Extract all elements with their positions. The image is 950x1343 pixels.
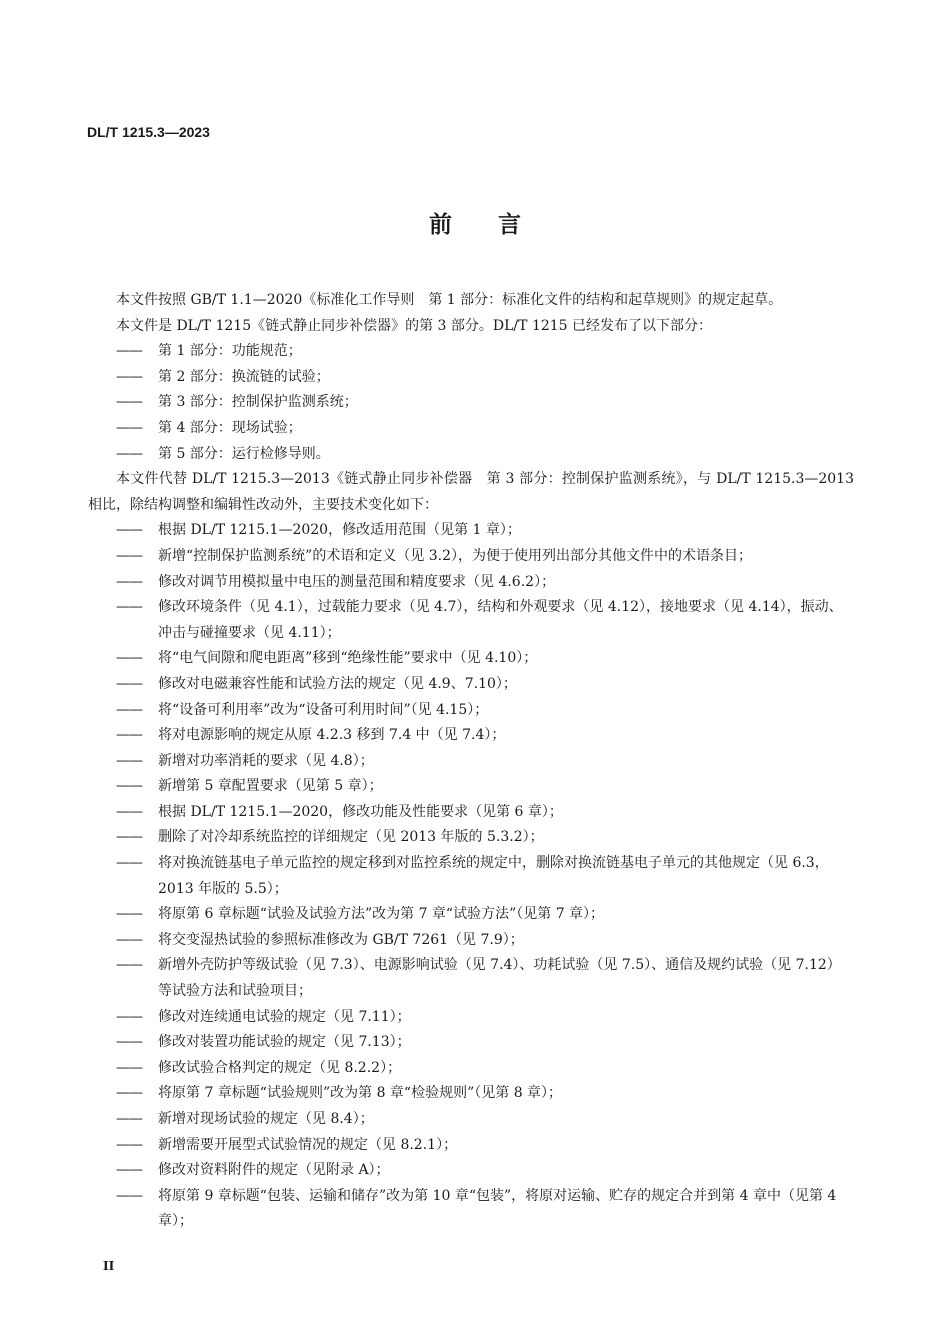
list-item: —— 修改对装置功能试验的规定（见 7.13）； bbox=[116, 1030, 854, 1056]
document-code: DL/T 1215.3—2023 bbox=[87, 124, 210, 140]
page-number: II bbox=[103, 1259, 115, 1273]
list-dash: —— bbox=[116, 599, 142, 616]
list-item: —— 第 1 部分：功能规范； bbox=[116, 339, 854, 365]
list-item: —— 根据 DL/T 1215.1—2020，修改功能及性能要求（见第 6 章）； bbox=[116, 800, 854, 826]
paragraph-drafting-rules: 本文件按照 GB/T 1.1—2020《标准化工作导则 第 1 部分：标准化文件的结构和起草规则》的规定起草。 bbox=[116, 292, 783, 308]
list-item: —— 将对换流链基电子单元监控的规定移到对监控系统的规定中，删除对换流链基电子单元的其他规定（见 6.3，2013 年版的 5.5）； bbox=[116, 851, 854, 902]
list-item: —— 新增需要开展型式试验情况的规定（见 8.2.1）； bbox=[116, 1133, 854, 1159]
list-item: —— 修改对电磁兼容性能和试验方法的规定（见 4.9、7.10）； bbox=[116, 672, 854, 698]
list-dash: —— bbox=[116, 931, 142, 948]
list-dash: —— bbox=[116, 1085, 142, 1102]
list-dash: —— bbox=[116, 1136, 142, 1153]
list-item: —— 将“设备可利用率”改为“设备可利用时间”（见 4.15）； bbox=[116, 698, 854, 724]
list-dash: —— bbox=[116, 1059, 142, 1076]
list-dash: —— bbox=[116, 522, 142, 539]
list-dash: —— bbox=[116, 1162, 142, 1179]
list-item: —— 第 3 部分：控制保护监测系统； bbox=[116, 390, 854, 416]
list-dash: —— bbox=[116, 701, 142, 718]
list-dash: —— bbox=[116, 650, 142, 667]
list-item: —— 第 2 部分：换流链的试验； bbox=[116, 365, 854, 391]
list-item: —— 将“电气间隙和爬电距离”移到“绝缘性能”要求中（见 4.10）； bbox=[116, 646, 854, 672]
list-item: —— 将对电源影响的规定从原 4.2.3 移到 7.4 中（见 7.4）； bbox=[116, 723, 854, 749]
list-item: —— 修改对资料附件的规定（见附录 A）； bbox=[116, 1158, 854, 1184]
list-dash: —— bbox=[116, 752, 142, 769]
list-dash: —— bbox=[116, 957, 142, 974]
list-item: —— 新增对现场试验的规定（见 8.4）； bbox=[116, 1107, 854, 1133]
list-dash: —— bbox=[116, 803, 142, 820]
list-dash: —— bbox=[116, 1187, 142, 1204]
list-dash: —— bbox=[116, 1034, 142, 1051]
list-dash: —— bbox=[116, 573, 142, 590]
list-item: —— 新增第 5 章配置要求（见第 5 章）； bbox=[116, 774, 854, 800]
list-item: —— 将原第 6 章标题“试验及试验方法”改为第 7 章“试验方法”（见第 7 章）； bbox=[116, 902, 854, 928]
list-item: —— 删除了对冷却系统监控的详细规定（见 2013 年版的 5.3.2）； bbox=[116, 825, 854, 851]
list-item: —— 将原第 9 章标题“包装、运输和储存”改为第 10 章“包装”，将原对运输、贮存的规定合并到第 4 章中（见第 4 章）； bbox=[116, 1184, 854, 1235]
list-dash: —— bbox=[116, 547, 142, 564]
list-dash: —— bbox=[116, 855, 142, 872]
paragraph-parts-intro: 本文件是 DL/T 1215《链式静止同步补偿器》的第 3 部分。DL/T 1215 已经发布了以下部分： bbox=[116, 317, 713, 334]
list-dash: —— bbox=[116, 778, 142, 795]
list-item: —— 新增外壳防护等级试验（见 7.3）、电源影响试验（见 7.4）、功耗试验（见 7.5）、通信及规约试验（见 7.12）等试验方法和试验项目； bbox=[116, 953, 854, 1004]
list-dash: —— bbox=[116, 394, 142, 411]
list-item: —— 修改对调节用模拟量中电压的测量范围和精度要求（见 4.6.2）； bbox=[116, 570, 854, 596]
list-dash: —— bbox=[116, 419, 142, 436]
list-item: —— 修改环境条件（见 4.1），过载能力要求（见 4.7），结构和外观要求（见 4.12），接地要求（见 4.14），振动、冲击与碰撞要求（见 4.11）； bbox=[116, 595, 854, 646]
page-title: 前言 bbox=[429, 212, 567, 238]
paragraph-replacement: 本文件代替 DL/T 1215.3—2013《链式静止同步补偿器 第 3 部分：控制保护监测系统》，与 DL/T 1215.3—2013 相比，除结构调整和编辑性改动外，主要技术变化如下： bbox=[88, 471, 854, 513]
list-item: —— 将交变湿热试验的参照标准修改为 GB/T 7261（见 7.9）； bbox=[116, 928, 854, 954]
list-item: —— 修改对连续通电试验的规定（见 7.11）； bbox=[116, 1005, 854, 1031]
list-dash: —— bbox=[116, 343, 142, 360]
list-dash: —— bbox=[116, 445, 142, 462]
list-item: —— 将原第 7 章标题“试验规则”改为第 8 章“检验规则”（见第 8 章）； bbox=[116, 1081, 854, 1107]
list-dash: —— bbox=[116, 1111, 142, 1127]
parts-list bbox=[88, 339, 854, 467]
list-dash: —— bbox=[116, 675, 142, 692]
list-item: —— 修改试验合格判定的规定（见 8.2.2）； bbox=[116, 1056, 854, 1082]
list-item: —— 第 4 部分：现场试验； bbox=[116, 416, 854, 442]
changes-list bbox=[88, 518, 854, 1235]
list-item: —— 新增“控制保护监测系统”的术语和定义（见 3.2），为便于使用列出部分其他文件中的术语条目； bbox=[116, 544, 854, 570]
list-dash: —— bbox=[116, 1008, 142, 1025]
list-item: —— 根据 DL/T 1215.1—2020，修改适用范围（见第 1 章）； bbox=[116, 518, 854, 544]
foreword-body bbox=[88, 288, 854, 1235]
list-dash: —— bbox=[116, 829, 142, 846]
list-dash: —— bbox=[116, 368, 142, 385]
list-dash: —— bbox=[116, 906, 142, 923]
list-item: —— 新增对功率消耗的要求（见 4.8）； bbox=[116, 749, 854, 775]
list-item: —— 第 5 部分：运行检修导则。 bbox=[116, 442, 854, 468]
list-dash: —— bbox=[116, 727, 142, 744]
